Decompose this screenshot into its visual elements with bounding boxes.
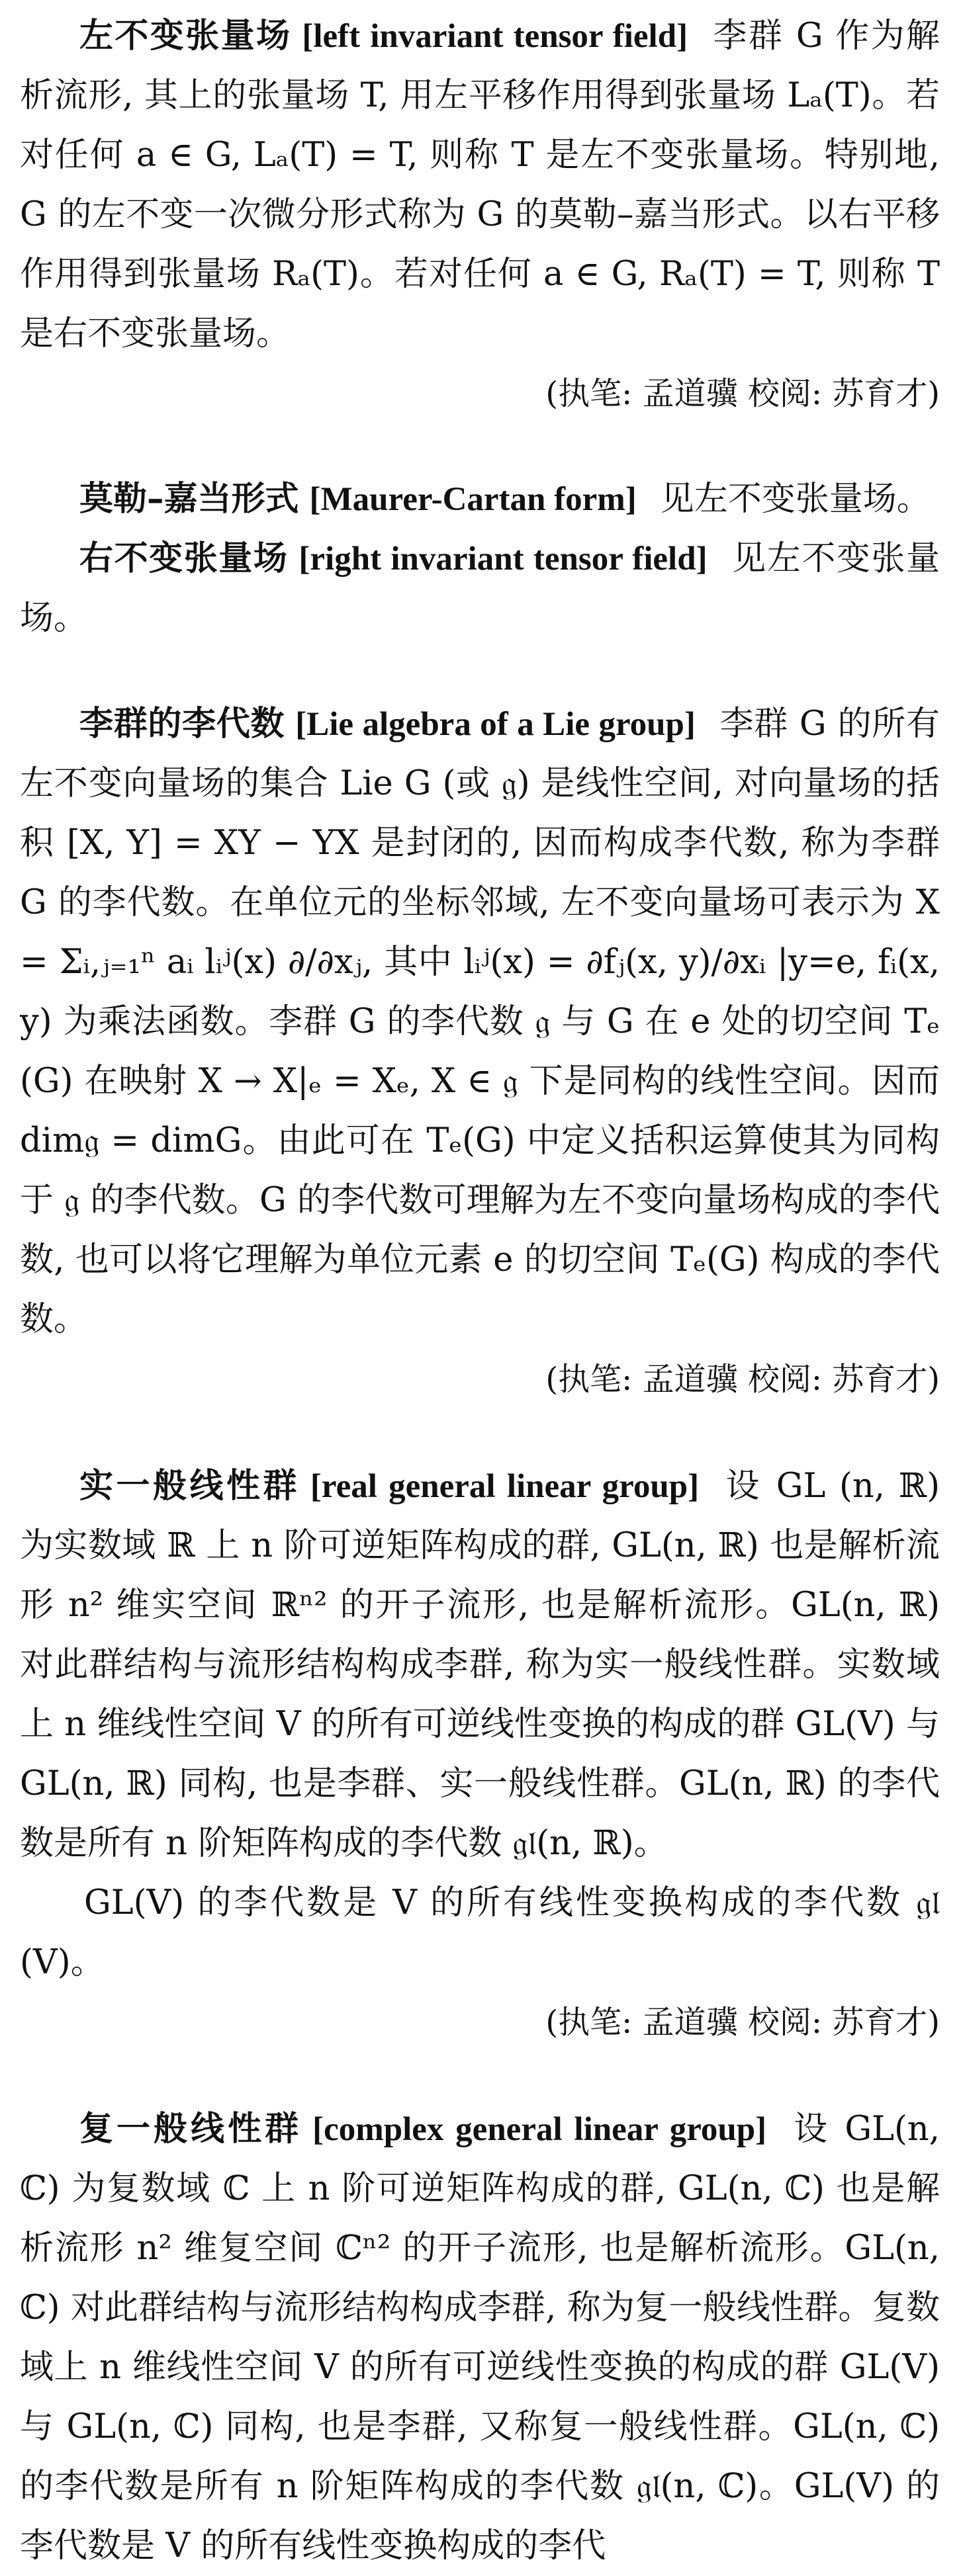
entry-body-text: 设 GL (n, ℝ) 为实数域 ℝ 上 n 阶可逆矩阵构成的群, GL(n, ℝ) 也是解析流形 n² 维实空间 ℝⁿ² 的开子流形, 也是解析流形。GL(n, ℝ) 对此群结构与流形结构构成李群, 称为实一般线性群。实数域上 n 维线性空间 V 的所有可逆线性变换的构成的群 GL(V) 与 GL(n, ℝ) 同构, 也是李群、实一般线性群。GL(n, ℝ) 的李代数是所有 n 阶矩阵构成的李代数 𝔤𝔩(n, ℝ)。 xyxy=(20,1467,940,1863)
entry-cross-reference: 见左不变张量场。 xyxy=(660,480,931,519)
entry-english-term: [right invariant tensor field] xyxy=(298,540,708,578)
entry-english-term: [Maurer-Cartan form] xyxy=(309,481,637,518)
entry-paragraph xyxy=(20,2100,940,2576)
entry-lie-algebra-of-lie-group xyxy=(20,695,940,1409)
entry-right-invariant-tensor-field xyxy=(20,529,940,648)
entry-body-text: 设 GL(n, ℂ) 为复数域 ℂ 上 n 阶可逆矩阵构成的群, GL(n, ℂ) 也是解析流形 n² 维复空间 ℂⁿ² 的开子流形, 也是解析流形。GL(n, ℂ) 对此群结构与流形结构构成李群, 称为复一般线性群。复数域上 n 维线性空间 V 的所有可逆线性变换的构成的群 GL(V) 与 GL(n, ℂ) 同构, 也是李群, 又称复一般线性群。GL(n, ℂ) 的李代数是所有 n 阶矩阵构成的李代数 𝔤𝔩(n, ℂ)。GL(V) 的李代数是 V 的所有线性变换构成的李代 xyxy=(20,2110,940,2565)
entry-paragraph-continued: GL(V) 的李代数是 V 的所有线性变换构成的李代数 𝔤𝔩(V)。 xyxy=(20,1883,940,1982)
entry-paragraph xyxy=(20,470,940,529)
entry-paragraph xyxy=(20,7,940,364)
entry-signature: (执笔: 孟道骥 校阅: 苏育才) xyxy=(545,375,940,412)
document-page xyxy=(0,7,963,2563)
entry-headword: 李群的李代数 xyxy=(79,705,285,744)
entry-headword: 左不变张量场 xyxy=(79,17,292,56)
entry-headword: 实一般线性群 xyxy=(79,1467,300,1506)
entry-left-invariant-tensor-field xyxy=(20,7,940,423)
entry-real-general-linear-group xyxy=(20,1457,940,2052)
entry-english-term: [real general linear group] xyxy=(310,1468,700,1505)
entry-headword: 右不变张量场 xyxy=(79,539,289,578)
entry-complex-general-linear-group xyxy=(20,2100,940,2576)
entry-signature: (执笔: 孟道骥 校阅: 苏育才) xyxy=(545,2004,940,2041)
entry-signature: (执笔: 孟道骥 校阅: 苏育才) xyxy=(545,1361,940,1398)
entry-headword: 复一般线性群 xyxy=(79,2110,302,2149)
entry-cross-reference: 见左不变张量场。 xyxy=(20,539,940,638)
entry-paragraph xyxy=(20,529,940,648)
entry-english-term: [Lie algebra of a Lie group] xyxy=(295,706,696,743)
entry-maurer-cartan-form xyxy=(20,470,940,529)
entry-body-text: 李群 G 作为解析流形, 其上的张量场 T, 用左平移作用得到张量场 Lₐ(T)。若对任何 a ∈ G, Lₐ(T) = T, 则称 T 是左不变张量场。特别地, G 的左不变一次微分形式称为 G 的莫勒–嘉当形式。以右平移作用得到张量场 Rₐ(T)。若对任何 a ∈ G, Rₐ(T) = T, 则称 T 是右不变张量场。 xyxy=(20,17,940,353)
entry-english-term: [complex general linear group] xyxy=(312,2111,767,2148)
entry-paragraph xyxy=(20,695,940,1350)
entry-headword: 莫勒–嘉当形式 xyxy=(79,480,299,519)
entry-english-term: [left invariant tensor field] xyxy=(302,18,688,55)
entry-paragraph xyxy=(20,1457,940,1873)
entry-body-text: 李群 G 的所有左不变向量场的集合 Lie G (或 𝔤) 是线性空间, 对向量场的括积 [X, Y] = XY − YX 是封闭的, 因而构成李代数, 称为李群 G 的李代数。在单位元的坐标邻域, 左不变向量场可表示为 X = Σᵢ,ⱼ₌₁ⁿ aᵢ lᵢʲ(x) ∂/∂xⱼ, 其中 lᵢʲ(x) = ∂fⱼ(x, y)/∂xᵢ |y=e, fᵢ(x, y) 为乘法函数。李群 G 的李代数 𝔤 与 G 在 e 处的切空间 Tₑ(G) 在映射 X → X|ₑ = Xₑ, X ∈ 𝔤 下是同构的线性空间。因而 dim𝔤 = dimG。由此可在 Tₑ(G) 中定义括积运算使其为同构于 𝔤 的李代数。G 的李代数可理解为左不变向量场构成的李代数, 也可以将它理解为单位元素 e 的切空间 Tₑ(G) 构成的李代数。 xyxy=(20,705,940,1339)
